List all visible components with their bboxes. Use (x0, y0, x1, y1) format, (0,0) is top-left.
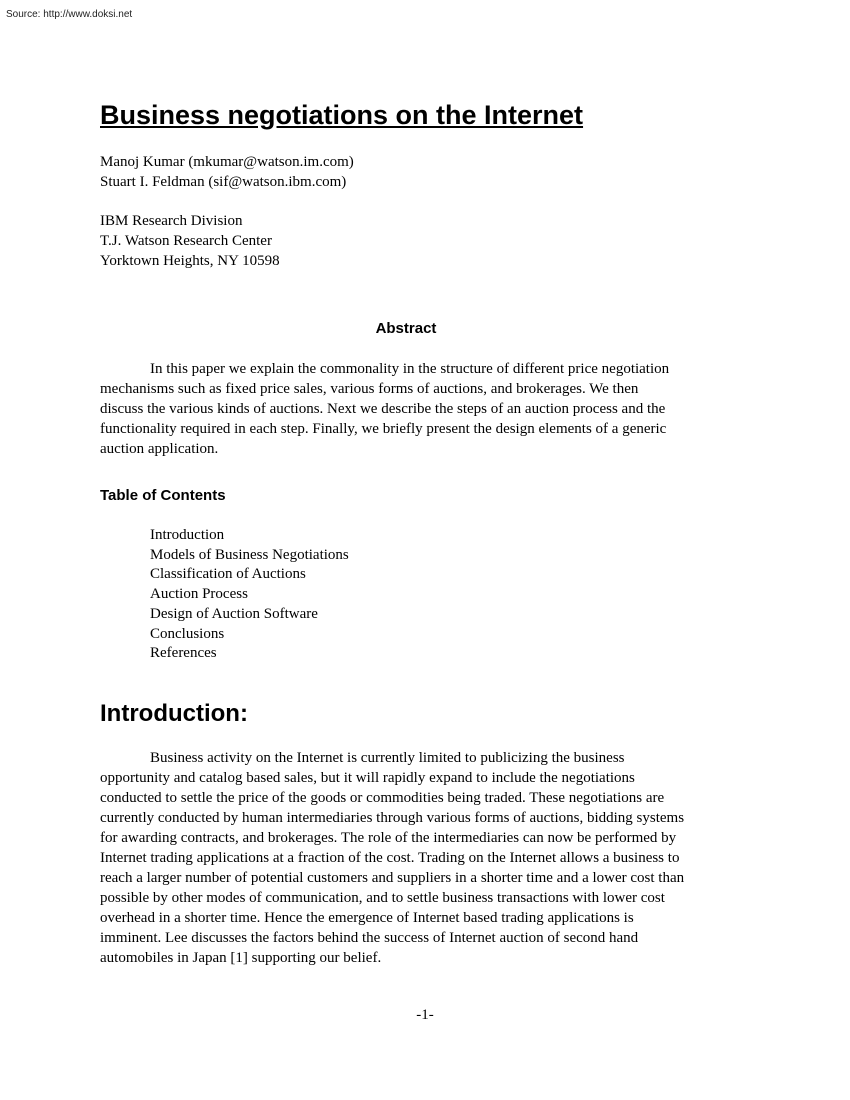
introduction-paragraph (100, 748, 752, 968)
introduction-heading: Introduction: (100, 700, 248, 727)
paragraph-line: currently conducted by human intermediaries through various forms of auctions, bidding systems (100, 810, 685, 826)
table-of-contents (150, 526, 349, 664)
abstract-paragraph (100, 359, 752, 459)
toc-item: Models of Business Negotiations (150, 546, 349, 563)
toc-heading: Table of Contents (100, 487, 226, 504)
toc-item: Conclusions (150, 625, 225, 642)
abstract-heading: Abstract (375, 320, 437, 337)
paragraph-line: In this paper we explain the commonality in the structure of different price negotiation (150, 361, 670, 377)
author-line: Stuart I. Feldman (sif@watson.ibm.com) (100, 174, 347, 190)
author-line: Manoj Kumar (mkumar@watson.im.com) (100, 154, 354, 170)
affiliation-line: IBM Research Division (100, 213, 243, 229)
paragraph-line: for awarding contracts, and brokerages. The role of the intermediaries can now be performed by (100, 830, 677, 846)
paragraph-line: Business activity on the Internet is currently limited to publicizing the business (150, 750, 625, 766)
paragraph-line: automobiles in Japan [1] supporting our belief. (100, 950, 382, 966)
paragraph-line: reach a larger number of potential customers and suppliers in a shorter time and a lower cost than (100, 870, 685, 886)
affiliation (100, 211, 280, 271)
affiliation-line: T.J. Watson Research Center (100, 233, 272, 249)
paragraph-line: Internet trading applications at a fraction of the cost. Trading on the Internet allows a business to (100, 850, 680, 866)
author-list (100, 152, 354, 192)
paragraph-line: imminent. Lee discusses the factors behind the success of Internet auction of second hand (100, 930, 639, 946)
toc-item: References (150, 645, 217, 662)
page-number: -1- (416, 1007, 434, 1023)
toc-item: Auction Process (150, 586, 248, 603)
toc-item: Introduction (150, 527, 225, 543)
paragraph-line: overhead in a shorter time. Hence the emergence of Internet based trading applications is (100, 910, 634, 926)
toc-item: Classification of Auctions (150, 566, 306, 583)
toc-item: Design of Auction Software (150, 605, 318, 622)
paragraph-line: discuss the various kinds of auctions. Next we describe the steps of an auction process and the (100, 401, 666, 417)
paragraph-line: functionality required in each step. Finally, we briefly present the design elements of a generic (100, 421, 667, 437)
paragraph-line: opportunity and catalog based sales, but it will rapidly expand to include the negotiations (100, 770, 635, 786)
paragraph-line: possible by other modes of communication, and to settle business transactions with lower cost (100, 890, 665, 906)
paragraph-line: auction application. (100, 441, 219, 457)
paragraph-line: mechanisms such as fixed price sales, various forms of auctions, and brokerages. We then (100, 381, 639, 397)
paper-title: Business negotiations on the Internet (100, 100, 584, 130)
source-link[interactable]: Source: http://www.doksi.net (6, 9, 133, 20)
paragraph-line: conducted to settle the price of the goods or commodities being traded. These negotiations are (100, 790, 665, 806)
affiliation-line: Yorktown Heights, NY 10598 (100, 253, 280, 269)
